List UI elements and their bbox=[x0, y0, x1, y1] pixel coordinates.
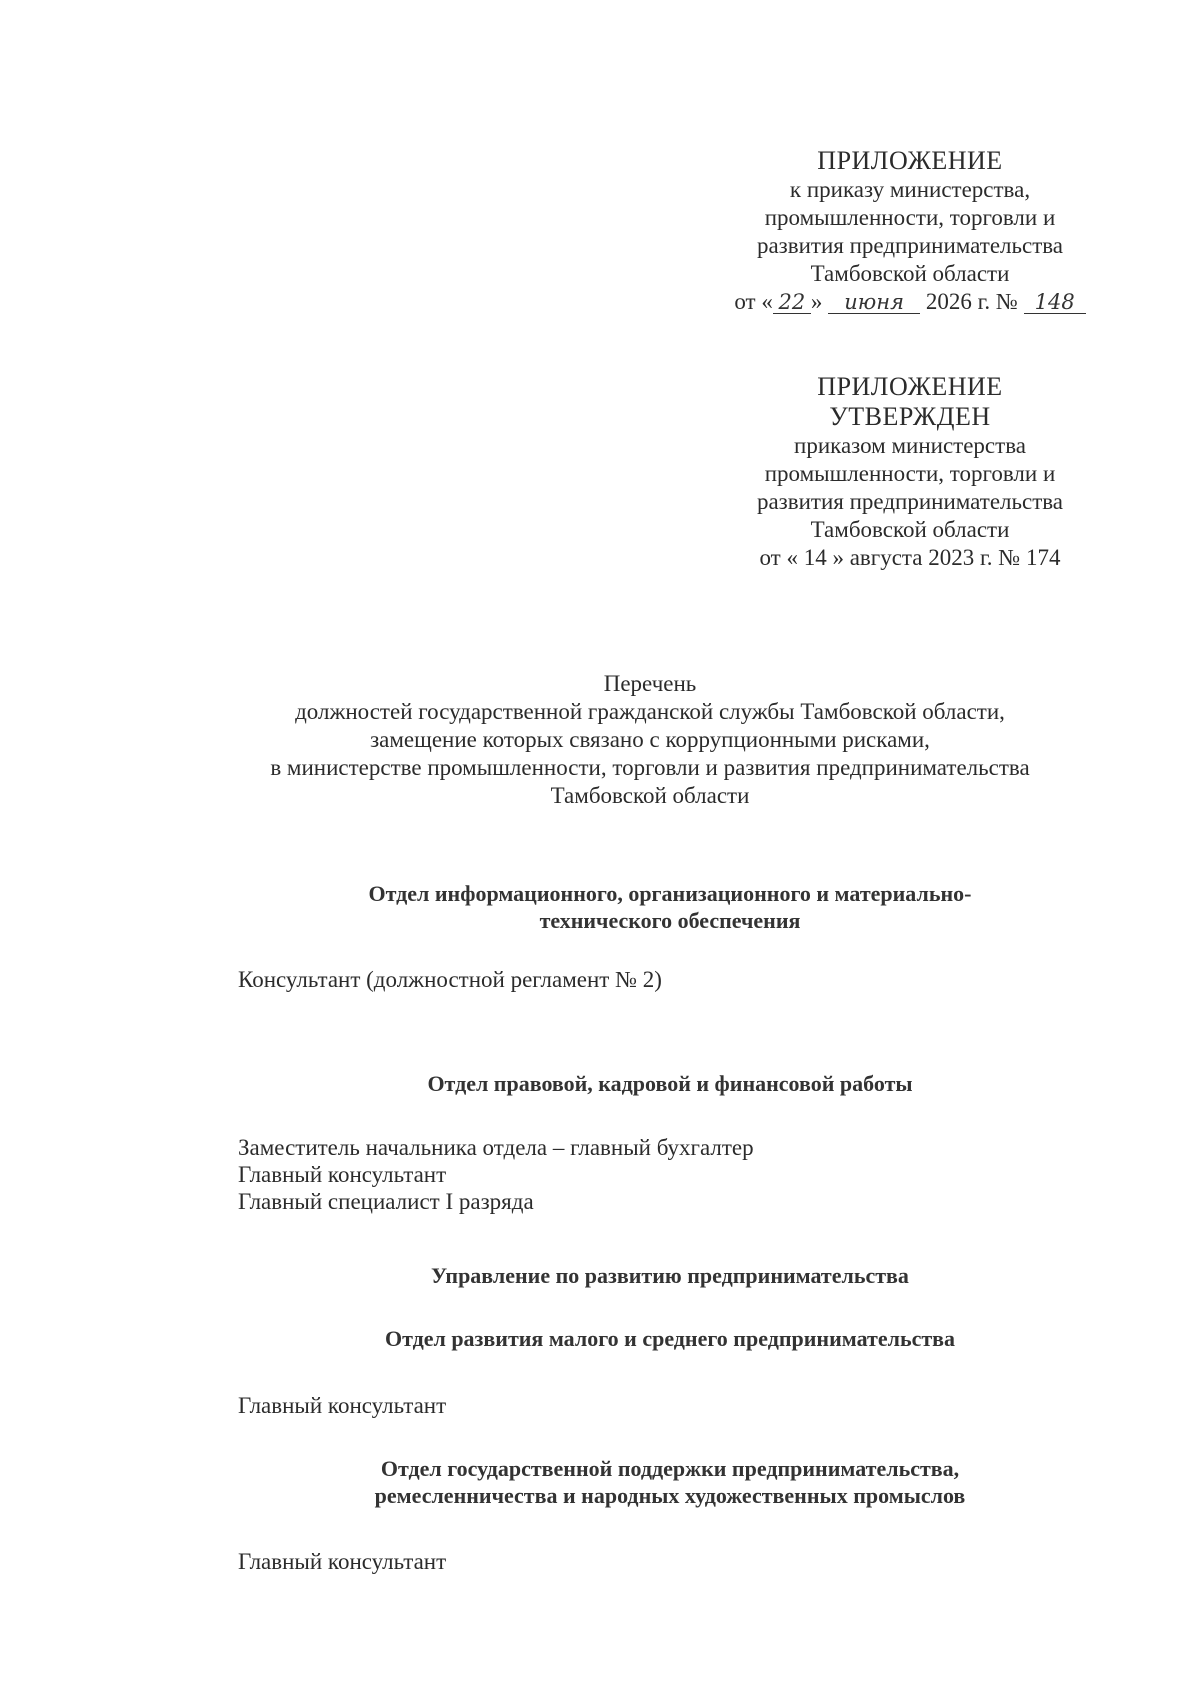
date-year: 2026 г. № bbox=[925, 289, 1018, 314]
list-title-line: замещение которых связано с коррупционными рисками, bbox=[370, 727, 930, 752]
position-item: Главный специалист I разряда bbox=[238, 1189, 534, 1214]
list-title-line: Перечень bbox=[603, 671, 697, 696]
appendix-date-line: от « 14 » августа 2023 г. № 174 bbox=[759, 545, 1061, 570]
section-heading-sme-dept: Отдел развития малого и среднего предпринимательства bbox=[384, 1326, 956, 1351]
appendix-line: Тамбовской области bbox=[810, 517, 1010, 542]
handwritten-month: июня bbox=[828, 291, 920, 314]
appendix-date-line bbox=[690, 288, 1130, 316]
appendix-block-approved-2023 bbox=[690, 372, 1130, 572]
appendix-line: промышленности, торговли и bbox=[764, 205, 1056, 230]
section-heading-line: Отдел государственной поддержки предпринимательства, bbox=[380, 1456, 960, 1481]
section-heading-support-dept bbox=[250, 1455, 1090, 1509]
appendix-subtitle: УТВЕРЖДЕН bbox=[829, 402, 991, 431]
appendix-line: к приказу министерства, bbox=[789, 177, 1031, 202]
position-item: Консультант (должностной регламент № 2) bbox=[238, 967, 662, 992]
appendix-title: ПРИЛОЖЕНИЕ bbox=[817, 146, 1003, 175]
list-title bbox=[100, 670, 1200, 810]
list-title-line: в министерстве промышленности, торговли и развития предпринимательства bbox=[270, 755, 1030, 780]
appendix-line: развития предпринимательства bbox=[756, 233, 1064, 258]
appendix-line: развития предпринимательства bbox=[756, 489, 1064, 514]
section-heading-line: ремесленничества и народных художественных промыслов bbox=[374, 1483, 966, 1508]
position-item: Главный консультант bbox=[238, 1162, 447, 1187]
position-item: Главный консультант bbox=[238, 1393, 447, 1418]
appendix-block-order-2026 bbox=[690, 146, 1130, 316]
section-heading-line: технического обеспечения bbox=[539, 908, 801, 933]
list-title-line: Тамбовской области bbox=[550, 783, 750, 808]
appendix-line: приказом министерства bbox=[794, 433, 1026, 458]
position-list bbox=[238, 1134, 754, 1215]
appendix-line: Тамбовской области bbox=[810, 261, 1010, 286]
appendix-title: ПРИЛОЖЕНИЕ bbox=[817, 372, 1003, 401]
date-prefix: от « bbox=[734, 289, 773, 314]
section-heading-info-dept bbox=[250, 880, 1090, 934]
handwritten-order-number: 148 bbox=[1024, 291, 1086, 314]
date-day-close: » bbox=[810, 289, 823, 314]
section-heading-directorate: Управление по развитию предпринимательства bbox=[431, 1263, 909, 1288]
list-title-line: должностей государственной гражданской службы Тамбовской области, bbox=[295, 699, 1005, 724]
section-heading-line: Отдел информационного, организационного и материально- bbox=[368, 881, 972, 906]
section-heading-legal-dept: Отдел правовой, кадровой и финансовой работы bbox=[427, 1071, 913, 1096]
appendix-line: промышленности, торговли и bbox=[764, 461, 1056, 486]
handwritten-day: 22 bbox=[773, 291, 811, 314]
position-item: Главный консультант bbox=[238, 1549, 447, 1574]
position-item: Заместитель начальника отдела – главный бухгалтер bbox=[238, 1135, 754, 1160]
